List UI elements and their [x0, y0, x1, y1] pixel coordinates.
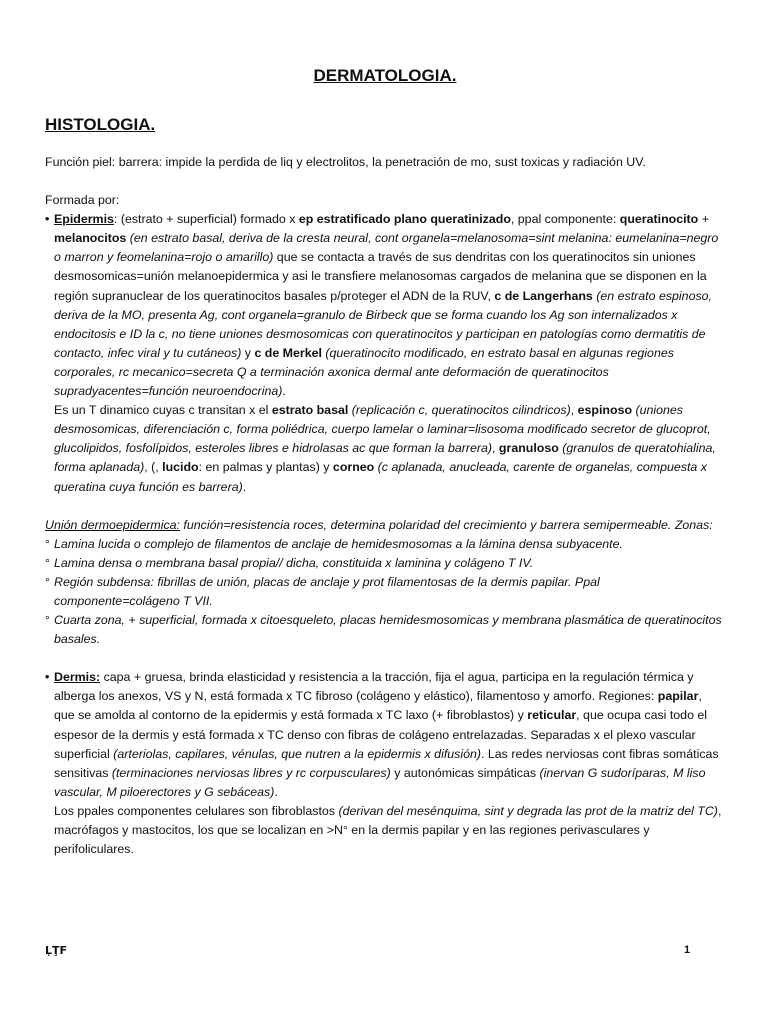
union-zone-item	[45, 554, 725, 573]
union-zone-text: Lamina lucida o complejo de filamentos de anclaje de hemidesmosomas a la lámina densa subyacente.	[54, 536, 623, 551]
dermis-cells-paragraph	[54, 802, 725, 859]
bullet-icon: •	[45, 670, 50, 685]
epidermis-strata-paragraph	[54, 401, 725, 496]
bullet-icon: •	[45, 212, 50, 227]
union-zone-item	[45, 573, 725, 611]
bold-run: melanocitos	[54, 231, 127, 246]
bold-run: ep estratificado plano queratinizado	[298, 212, 511, 227]
degree-bullet-icon: °	[45, 574, 50, 589]
degree-bullet-icon: °	[45, 536, 50, 551]
bold-run: queratinocito	[619, 212, 699, 227]
union-label: Unión dermoepidermica:	[45, 517, 180, 532]
italic-run: (granulos de queratohialina, forma aplanada)	[54, 441, 716, 475]
union-zone-text: Lamina densa o membrana basal propia// dicha, constituida x laminina y colágeno T IV.	[54, 555, 534, 570]
text-run: capa + gruesa, brinda elasticidad y resistencia a la tracción, fija el agua, participa en la regulación térmica y alberga los anexos, VS y N, está formada x TC fibroso (colágeno y elástico), filamentoso y amorfo. Regiones:	[54, 670, 694, 704]
text-run: ,	[570, 403, 578, 418]
formada-por-label: Formada por:	[45, 193, 120, 208]
italic-run: (en estrato espinoso, deriva de la MO, presenta Ag, cont organela=granulo de Birbeck que se forma cuando los Ag son internalizados x endocitosis e ID la c, no tiene uniones desmosomicas con queratinocitos y participan en patologías como dermatitis de contacto, infec viral y tu cutáneos)	[54, 288, 712, 360]
bold-run: corneo	[332, 460, 375, 475]
text-run: Los ppales componentes celulares son fibroblastos	[54, 803, 339, 818]
text-run: : en palmas y plantas) y	[198, 460, 333, 475]
bold-run: lucido	[162, 460, 199, 475]
epidermis-bullet	[45, 210, 725, 496]
italic-run: (replicación c, queratinocitos cilindricos)	[348, 403, 571, 418]
bold-run: reticular	[527, 708, 577, 723]
bold-run: c de Langerhans	[494, 288, 593, 303]
text-run: , macrófagos y mastocitos, los que se localizan en >N° en la dermis papilar y en las regiones perivasculares y perifoliculares.	[54, 803, 722, 857]
document-title: DERMATOLOGIA.	[313, 66, 457, 85]
bold-run: estrato basal	[271, 403, 349, 418]
union-zones-list	[45, 535, 725, 650]
intro-paragraph: Función piel: barrera: impide la perdida de liq y electrolitos, la penetración de mo, sust toxicas y radiación UV.	[45, 155, 646, 169]
italic-run: (derivan del mesénquima, sint y degrada las prot de la matriz del TC)	[338, 803, 718, 818]
text-run: , (,	[144, 460, 163, 475]
degree-bullet-icon: °	[45, 613, 50, 628]
dermis-bullet	[45, 668, 725, 859]
text-run: , que ocupa casi todo el espesor de la dermis y está formada x TC denso con fibras de colágeno entrelazadas. Separadas x el plexo vascular superficial	[54, 708, 708, 761]
bold-run: granuloso	[498, 441, 559, 456]
union-paragraph	[45, 516, 725, 535]
union-zone-item	[45, 611, 725, 649]
italic-run: (c aplanada, anucleada, carente de organelas, compuesta x queratina cuya función es barrera)	[54, 460, 707, 494]
page-number: 1	[684, 944, 691, 956]
union-zone-item	[45, 535, 725, 554]
epidermis-paragraph	[54, 210, 725, 401]
document-page	[45, 64, 725, 859]
italic-run: (terminaciones nerviosas libres y rc corpusculares)	[111, 765, 391, 780]
italic-run: (queratinocito modificado, en estrato basal en algunas regiones corporales, rc mecanico=secreta Q a terminación axonica dermal ante deformación de queratinocitos supradyacentes=función neuroendocrina)	[54, 345, 674, 399]
italic-run: función=resistencia roces, determina polaridad del crecimiento y barrera semipermeable. Zonas:	[179, 517, 713, 532]
text-run: (estrato + superficial) formado x	[117, 212, 299, 227]
bold-run: espinoso	[577, 403, 633, 418]
text-run: .	[282, 384, 286, 399]
italic-run: (arteriolas, capilares, vénulas, que nutren a la epidermis x difusión)	[113, 746, 482, 761]
text-run: , ppal componente:	[510, 212, 617, 227]
dermis-paragraph	[54, 668, 725, 802]
italic-run: (en estrato basal, deriva de la cresta neural, cont organela=melanosoma=sint melanina: eumelanina=negro o marron y feomelanina=rojo o amarillo)	[54, 231, 719, 265]
text-run: , que se amolda al contorno de la epidermis y está formada x TC laxo (+ fibroblastos) y	[54, 689, 702, 723]
italic-run: (inervan G sudoríparas, M liso vascular, M piloerectores y G sebáceas)	[54, 765, 706, 799]
bold-run: c de Merkel	[254, 345, 322, 360]
footer-left-mark: ĻŢF	[45, 944, 68, 957]
section-heading-histologia: HISTOLOGIA.	[45, 115, 156, 134]
text-run: que se contacta a través de sus dendritas con los queratinocitos sin uniones desmosomicas=unión melanoepidermica y asi le transfiere melanosomas cargados de melanina que se disponen en la región supranuclear de los queratinocitos basales p/proteger el ADN de la RUV,	[54, 250, 707, 303]
text-run: y autonómicas simpáticas	[390, 765, 540, 780]
union-zone-text: Cuarta zona, + superficial, formada x citoesqueleto, placas hemidesmosomicas y membrana plasmática de queratinocitos basales.	[54, 613, 722, 647]
union-zone-text: Región subdensa: fibrillas de unión, placas de anclaje y prot filamentosas de la dermis papilar. Ppal componente=colágeno T VII.	[54, 574, 600, 608]
text-run: Es un T dinamico cuyas c transitan x el	[54, 403, 272, 418]
text-run: . Las redes nerviosas cont fibras somáticas sensitivas	[54, 746, 719, 780]
text-run: .	[242, 479, 247, 494]
text-run: +	[698, 212, 709, 227]
text-run: ,	[492, 441, 499, 456]
epidermis-colon: :	[113, 212, 118, 227]
text-run: y	[241, 345, 255, 360]
dermis-label: Dermis:	[54, 670, 101, 685]
text-run: .	[274, 784, 278, 799]
degree-bullet-icon: °	[45, 555, 50, 570]
bold-run: papilar	[657, 689, 699, 704]
italic-run: (uniones desmosomicas, diferenciación c, forma poliédrica, cuerpo lamelar o laminar=lisosoma modificado secretor de glucoprot, glucolipidos, fosfolípidos, esteroles libres e hidrolasas ac que forman la barrera)	[54, 403, 711, 456]
epidermis-label: Epidermis	[54, 212, 114, 227]
